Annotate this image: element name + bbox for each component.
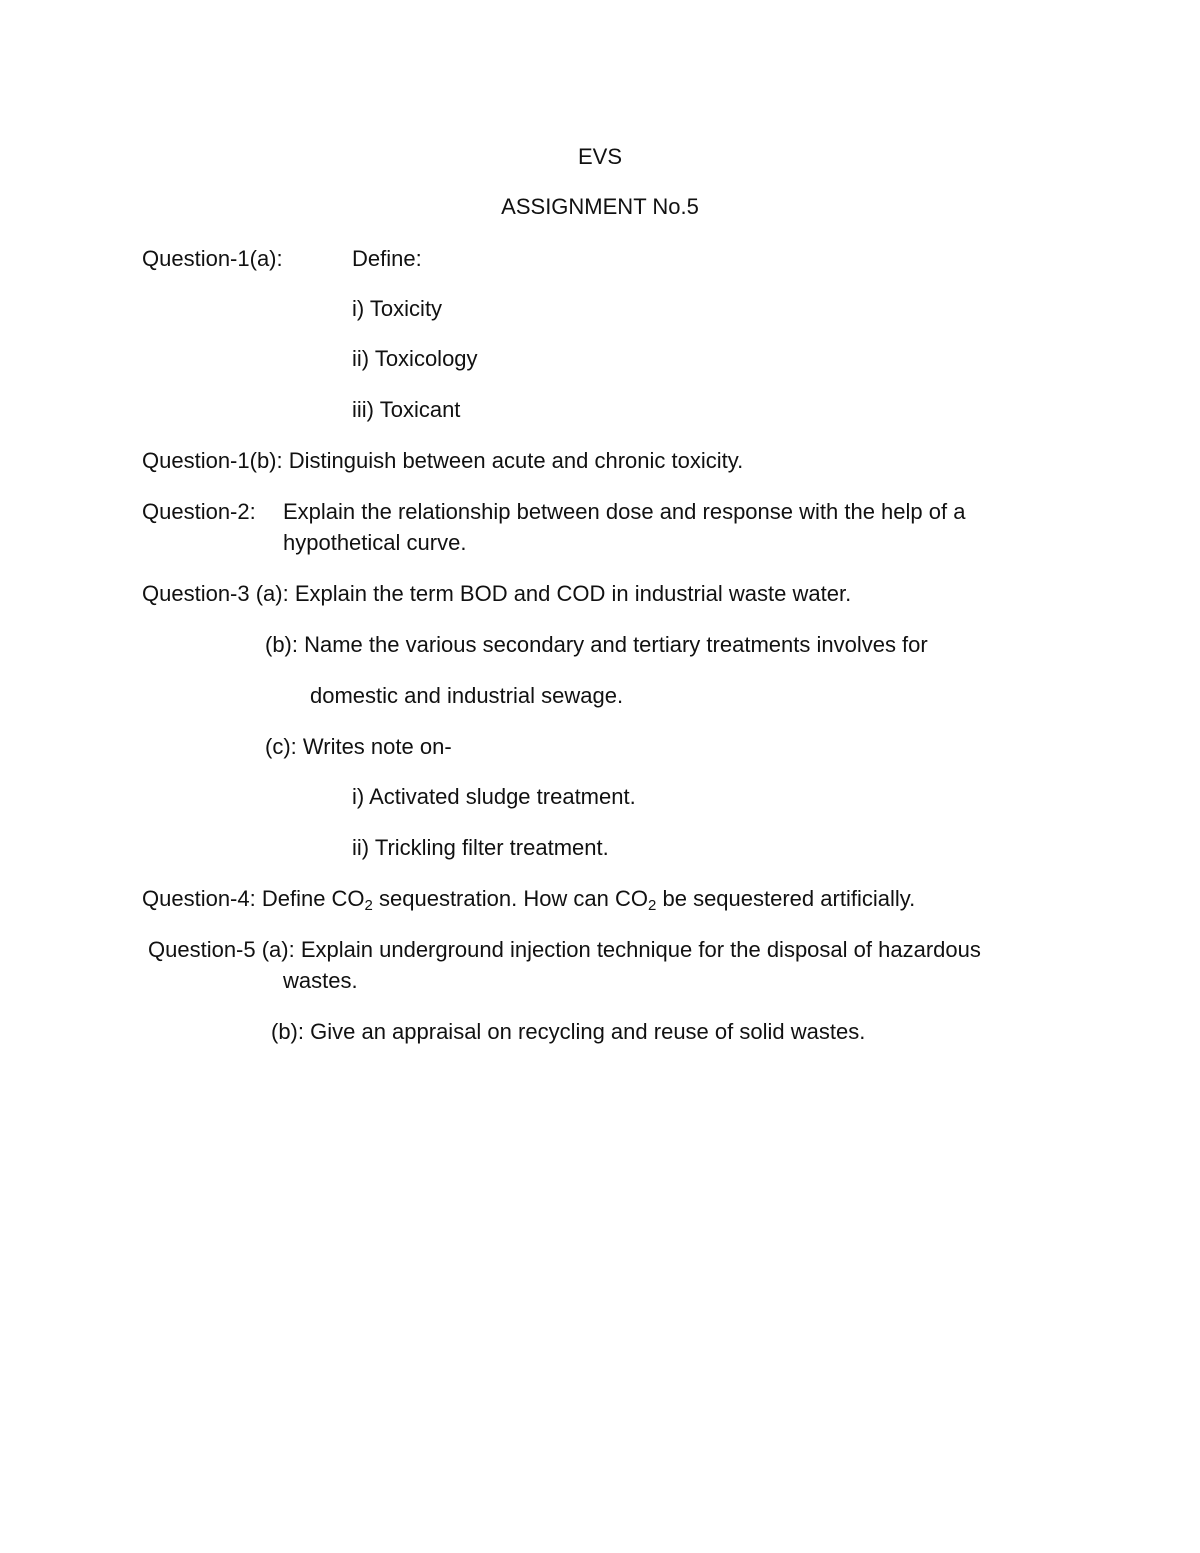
q1a-item: ii) Toxicology [352,346,478,371]
q3b-line: (b): Name the various secondary and tertiary treatments involves for [265,632,928,657]
q4-subscript: 2 [364,897,373,914]
q1a-prompt: Define: [352,246,422,271]
q3c-text: (c): Writes note on- [265,734,452,759]
q3c-item: ii) Trickling filter treatment. [352,835,609,860]
q2-line: Explain the relationship between dose and response with the help of a [283,499,966,524]
q3c-item: i) Activated sludge treatment. [352,784,636,809]
q3a-text: Question-3 (a): Explain the term BOD and COD in industrial waste water. [142,581,852,606]
q4-text [142,884,915,914]
q2-label: Question-2: [142,499,256,524]
q4-part: sequestration. How can CO [372,886,649,911]
q5a-line: Question-5 (a): Explain underground injection technique for the disposal of hazardous [148,937,981,962]
q1a-item: i) Toxicity [352,296,443,321]
q5a-line: wastes. [283,968,358,993]
subject-heading: EVS [577,144,623,169]
q1b-text: Question-1(b): Distinguish between acute and chronic toxicity. [142,448,744,473]
q1a-item: iii) Toxicant [352,397,461,422]
q5b-text: (b): Give an appraisal on recycling and reuse of solid wastes. [271,1019,866,1044]
q4-part: be sequestered artificially. [656,886,916,911]
q1a-label: Question-1(a): [142,246,283,271]
q4-subscript: 2 [648,897,657,914]
assignment-title: ASSIGNMENT No.5 [501,194,699,219]
q3b-line: domestic and industrial sewage. [310,683,624,708]
q4-part: Question-4: Define CO [142,886,365,911]
q2-line: hypothetical curve. [283,530,467,555]
